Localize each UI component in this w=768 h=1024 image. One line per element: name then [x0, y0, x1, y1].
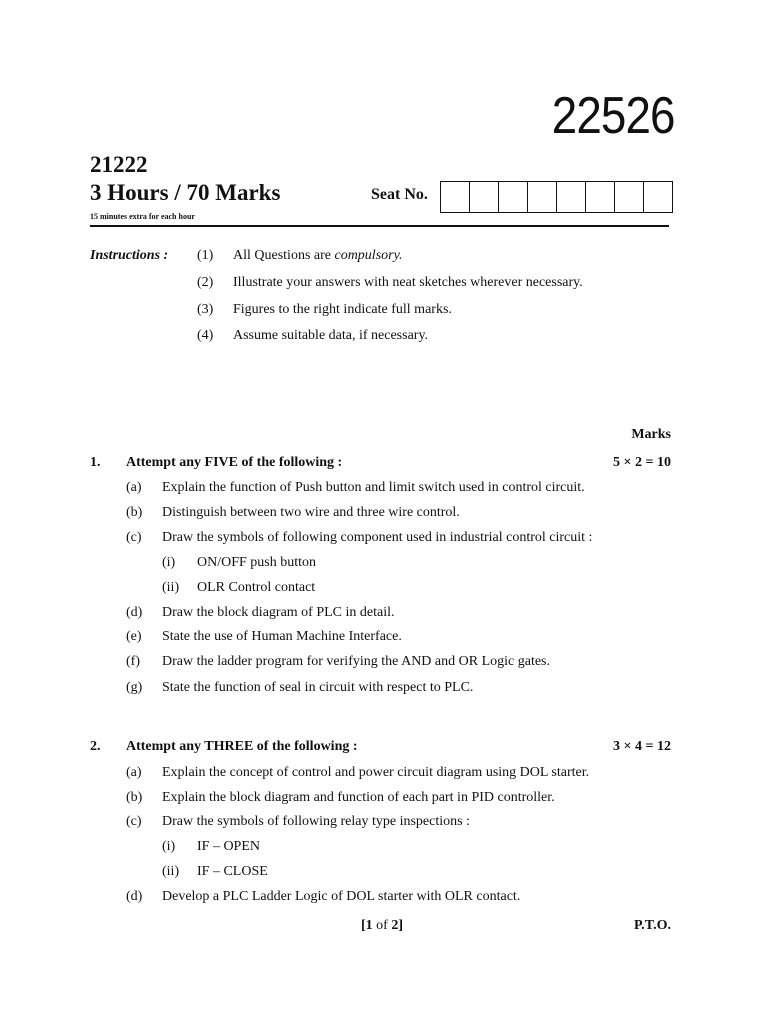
- part-text: IF – OPEN: [197, 839, 261, 854]
- part-label: (ii): [162, 580, 180, 595]
- subquestion-label: (g): [126, 680, 143, 695]
- seat-box[interactable]: [499, 182, 528, 212]
- page-number: [1 of 2]: [361, 918, 404, 933]
- question-marks: 3 × 4 = 12: [613, 739, 671, 754]
- instruction-text: Figures to the right indicate full marks.: [233, 302, 452, 317]
- seat-number-label: Seat No.: [371, 186, 428, 203]
- subquestion-text: State the function of seal in circuit with respect to PLC.: [162, 680, 474, 695]
- instruction-number: (1): [197, 248, 214, 263]
- subquestion-label: (a): [126, 480, 142, 495]
- paper-code: 22526: [552, 87, 675, 145]
- seat-box[interactable]: [557, 182, 586, 212]
- instructions-label: Instructions :: [90, 248, 169, 263]
- part-label: (i): [162, 555, 176, 570]
- subquestion-text: Draw the symbols of following relay type inspections :: [162, 814, 470, 829]
- instruction-text: All Questions are compulsory.: [233, 248, 403, 263]
- subquestion-text: Distinguish between two wire and three wire control.: [162, 505, 460, 520]
- part-text: ON/OFF push button: [197, 555, 317, 570]
- subquestion-label: (f): [126, 654, 140, 669]
- seat-box[interactable]: [441, 182, 470, 212]
- subquestion-label: (b): [126, 790, 143, 805]
- please-turn-over: P.T.O.: [634, 918, 671, 933]
- seat-box[interactable]: [644, 182, 672, 212]
- subquestion-text: Explain the block diagram and function of each part in PID controller.: [162, 790, 555, 805]
- seat-box[interactable]: [586, 182, 615, 212]
- question-title: Attempt any FIVE of the following :: [126, 455, 343, 470]
- instruction-number: (2): [197, 275, 214, 290]
- subquestion-text: Draw the block diagram of PLC in detail.: [162, 605, 395, 620]
- seat-number-boxes[interactable]: [440, 181, 673, 213]
- seat-box[interactable]: [470, 182, 499, 212]
- seat-box[interactable]: [615, 182, 644, 212]
- subquestion-text: Explain the concept of control and power circuit diagram using DOL starter.: [162, 765, 590, 780]
- instruction-number: (3): [197, 302, 214, 317]
- instruction-text: Assume suitable data, if necessary.: [233, 328, 429, 343]
- question-number: 2.: [90, 739, 101, 754]
- instruction-number: (4): [197, 328, 214, 343]
- subquestion-text: Draw the symbols of following component used in industrial control circuit :: [162, 530, 593, 545]
- exam-code: 21222: [90, 152, 148, 177]
- part-text: OLR Control contact: [197, 580, 316, 595]
- subquestion-text: Draw the ladder program for verifying the AND and OR Logic gates.: [162, 654, 550, 669]
- subquestion-label: (c): [126, 530, 142, 545]
- duration-marks: 3 Hours / 70 Marks: [90, 180, 281, 205]
- part-text: IF – CLOSE: [197, 864, 268, 879]
- seat-box[interactable]: [528, 182, 557, 212]
- subquestion-label: (d): [126, 889, 143, 904]
- header-divider: [90, 225, 669, 227]
- subquestion-label: (a): [126, 765, 142, 780]
- subquestion-text: Explain the function of Push button and limit switch used in control circuit.: [162, 480, 585, 495]
- subquestion-label: (c): [126, 814, 142, 829]
- extra-time-note: 15 minutes extra for each hour: [90, 212, 195, 221]
- instruction-emphasis: compulsory.: [334, 248, 403, 263]
- instruction-text: Illustrate your answers with neat sketches wherever necessary.: [233, 275, 583, 290]
- part-label: (ii): [162, 864, 180, 879]
- question-marks: 5 × 2 = 10: [613, 455, 671, 470]
- part-label: (i): [162, 839, 176, 854]
- subquestion-text: Develop a PLC Ladder Logic of DOL starter with OLR contact.: [162, 889, 521, 904]
- subquestion-label: (b): [126, 505, 143, 520]
- subquestion-label: (d): [126, 605, 143, 620]
- marks-heading: Marks: [631, 427, 671, 442]
- question-number: 1.: [90, 455, 101, 470]
- subquestion-text: State the use of Human Machine Interface.: [162, 629, 402, 644]
- question-title: Attempt any THREE of the following :: [126, 739, 358, 754]
- subquestion-label: (e): [126, 629, 142, 644]
